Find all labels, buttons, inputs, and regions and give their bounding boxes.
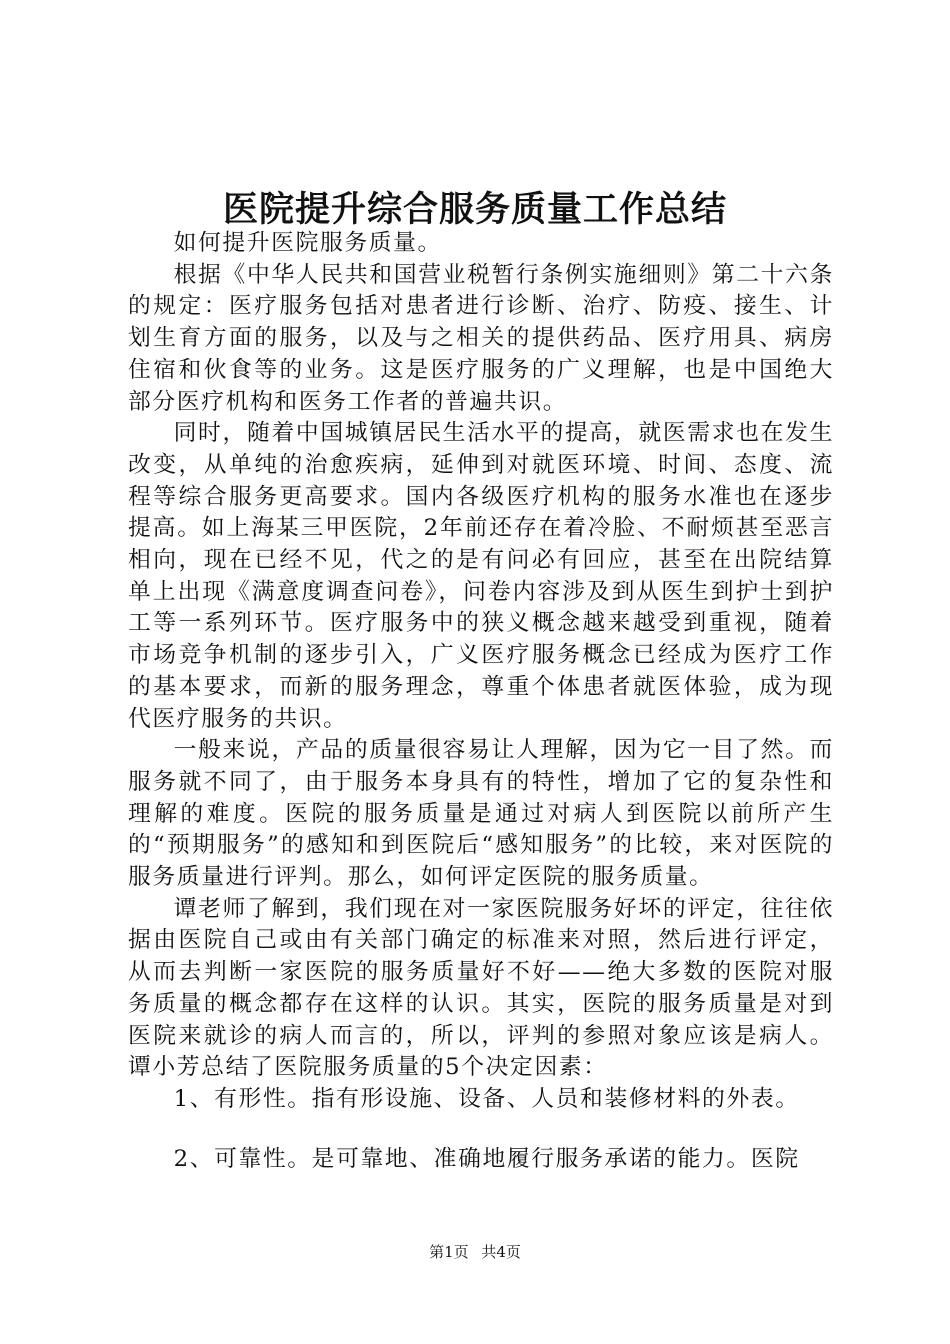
paragraph-factor-1: 1、有形性。指有形设施、设备、人员和装修材料的外表。 xyxy=(173,1085,800,1112)
document-body xyxy=(128,228,834,1175)
document-title: 医院提升综合服务质量工作总结 xyxy=(222,189,727,230)
paragraph-intro: 如何提升医院服务质量。 xyxy=(173,230,442,256)
paragraph-definition: 根据《中华人民共和国营业税暂行条例实施细则》第二十六条的规定：医疗服务包括对患者进行诊断、治疗、防疫、接生、计划生育方面的服务，以及与之相关的提供药品、医疗用具、病房住宿和伙食等的业务。这是医疗服务的广义理解，也是中国绝大部分医疗机构和医务工作者的普遍共识。 xyxy=(128,261,834,415)
page-number: 第1页 xyxy=(429,1243,469,1261)
paragraph-factor-2: 2、可靠性。是可靠地、准确地履行服务承诺的能力。医院 xyxy=(173,1145,800,1172)
paragraph-demand-change: 同时，随着中国城镇居民生活水平的提高，就医需求也在发生改变，从单纯的治愈疾病，延伸到对就医环境、时间、态度、流程等综合服务更高要求。国内各级医疗机构的服务水准也在逐步提高。如上海某三甲医院，2年前还存在着冷脸、不耐烦甚至恶言相向，现在已经不见，代之的是有问必有回应，甚至在出院结算单上出现《满意度调查问卷》，问卷内容涉及到从医生到护士到护工等一系列环节。医疗服务中的狭义概念越来越受到重视，随着市场竞争机制的逐步引入，广义医疗服务概念已经成为医疗工作的基本要求，而新的服务理念，尊重个体患者就医体验，成为现代医疗服务的共识。 xyxy=(128,420,834,732)
paragraph-service-quality: 一般来说，产品的质量很容易让人理解，因为它一目了然。而服务就不同了，由于服务本身具有的特性，增加了它的复杂性和理解的难度。医院的服务质量是通过对病人到医院以前所产生的“预期服务”的感知和到医院后“感知服务”的比较，来对医院的服务质量进行评判。那么，如何评定医院的服务质量。 xyxy=(128,737,834,891)
page-footer xyxy=(0,1242,950,1262)
page-total: 共4页 xyxy=(481,1243,521,1261)
paragraph-evaluation: 谭老师了解到，我们现在对一家医院服务好坏的评定，往往依据由医院自己或由有关部门确定的标准来对照，然后进行评定，从而去判断一家医院的服务质量好不好——绝大多数的医院对服务质量的概念都存在这样的认识。其实，医院的服务质量是对到医院来就诊的病人而言的，所以，评判的参照对象应该是病人。谭小芳总结了医院服务质量的5个决定因素： xyxy=(128,895,834,1081)
